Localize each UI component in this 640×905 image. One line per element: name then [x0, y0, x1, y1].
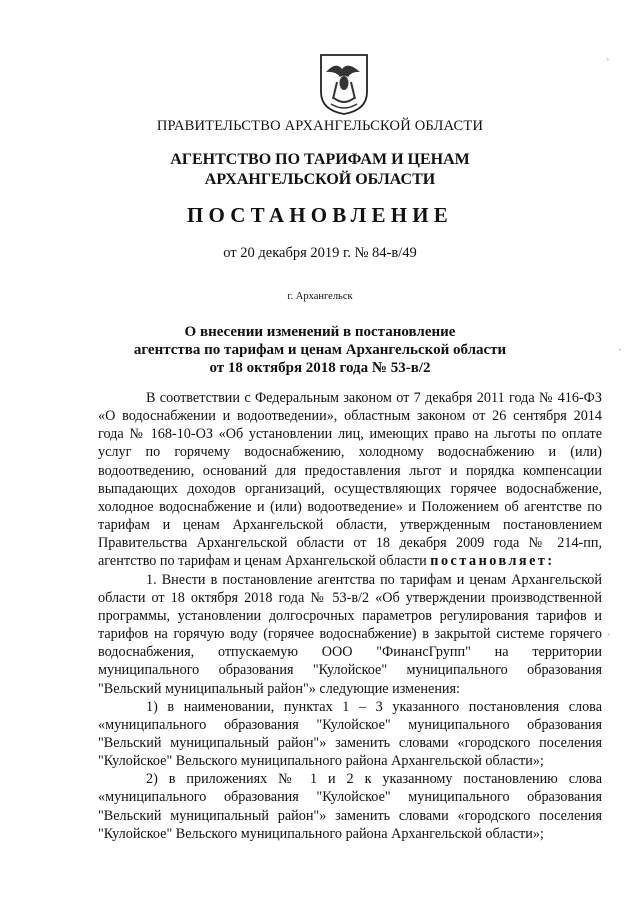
document-date-number: от 20 декабря 2019 г. № 84-в/49 — [223, 245, 417, 261]
document-subject — [0, 323, 640, 377]
item-1-paragraph: 1. Внести в постановление агентства по тарифам и ценам Архангельской области от 18 октября 2018 года № 53-в/2 «Об утверждении производственной программы, установлении долгосрочных параметров регулирования тарифов и тарифов на горячую воду (горячее водоснабжение) в закрытой системе горячего водоснабжения, отпускаемую ООО "ФинансГрупп" на территории муниципального образования "Кулойское" муниципального образования "Вельский муниципальный район"» следующие изменения: — [98, 571, 602, 697]
subject-line-3: от 18 октября 2018 года № 53-в/2 — [209, 360, 431, 376]
scan-mark: ʾ — [607, 632, 611, 644]
agency-line-2: АРХАНГЕЛЬСКОЙ ОБЛАСТИ — [204, 171, 436, 188]
item-1-2-paragraph: 2) в приложениях № 1 и 2 к указанному постановлению слова «муниципального образования "Кулойское" муниципального образования "Вельский муниципальный район"» заменить словами «городского поселения "Кулойское" Вельского муниципального района Архангельской области»; — [98, 771, 602, 842]
subject-line-1: О внесении изменений в постановление — [184, 324, 456, 340]
decree-word: постановляет: — [430, 553, 555, 570]
scan-mark: ʾ — [618, 347, 622, 359]
preamble-text: В соответствии с Федеральным законом от 7 декабря 2011 года № 416-ФЗ «О водоснабжении и водоотведении», областным законом от 26 сентября 2014 года № 168-10-ОЗ «Об установлении лиц, имеющих право на льготы по оплате услуг по горячему водоснабжению, холодному водоснабжению и (или) водоотведению, оснований для предоставления льгот и порядка компенсации выпадающих доходов организаций, осуществляющих горячее водоснабжение, холодное водоснабжение и (или) водоотведение» и Положением об агентстве по тарифам и ценам Архангельской области, утвержденным постановлением Правительства Архангельской области от 18 декабря 2009 года № 214-пп, агентство по тарифам и ценам Архангельской области — [98, 390, 602, 570]
preamble-paragraph — [98, 389, 602, 571]
document-type: ПОСТАНОВЛЕНИЕ — [186, 203, 454, 227]
scan-mark: ʾ — [606, 57, 610, 69]
coat-of-arms-icon — [318, 52, 370, 116]
agency-line-1: АГЕНТСТВО ПО ТАРИФАМ И ЦЕНАМ — [170, 151, 470, 168]
document-city: г. Архангельск — [287, 291, 353, 302]
government-name: ПРАВИТЕЛЬСТВО АРХАНГЕЛЬСКОЙ ОБЛАСТИ — [156, 118, 484, 134]
item-1-1-paragraph: 1) в наименовании, пунктах 1 – 3 указанного постановления слова «муниципального образования "Кулойское" муниципального образования "Вельский муниципальный район"» заменить словами «городского поселения "Кулойское" Вельского муниципального района Архангельской области»; — [98, 698, 602, 770]
agency-name — [0, 150, 640, 190]
document-body — [98, 389, 602, 843]
subject-line-2: агентства по тарифам и ценам Архангельской области — [133, 342, 507, 358]
